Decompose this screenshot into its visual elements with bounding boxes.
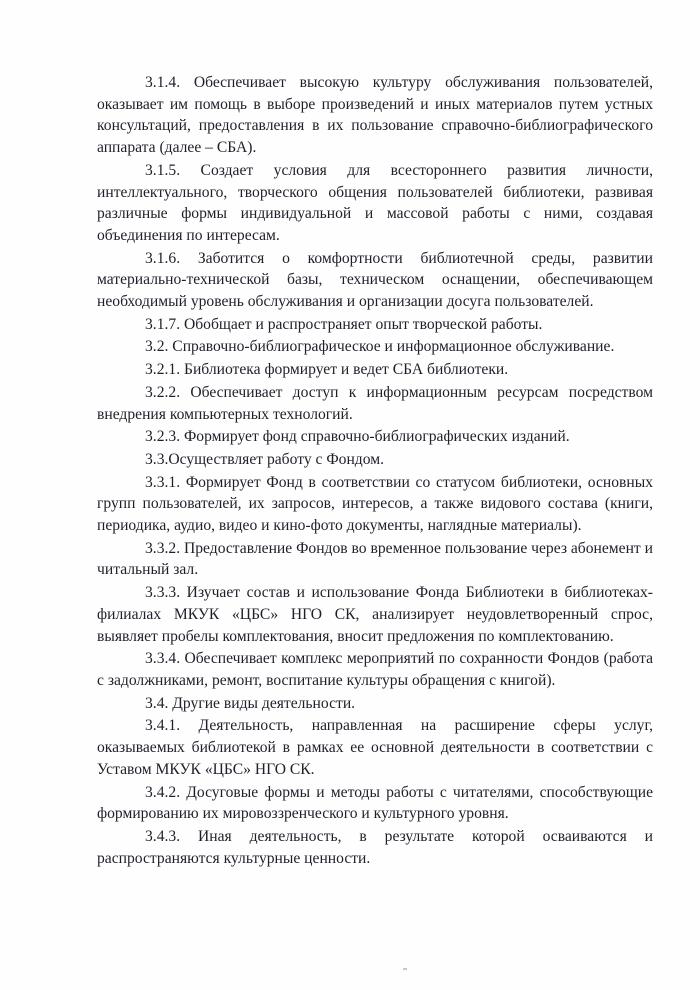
paragraph-3-1-7: 3.1.7. Обобщает и распространяет опыт творческой работы. [145, 315, 543, 333]
paragraph-3-1-4: 3.1.4. Обеспечивает высокую культуру обслуживания пользователей, оказывает им помощь в выборе произведений и иных материалов путем устных консультаций, предоставления в их пользование справочно-библиографического аппарата (далее – СБА). [97, 74, 653, 157]
scan-speck [403, 968, 407, 970]
paragraph-3-2-3: 3.2.3. Формирует фонд справочно-библиографических изданий. [145, 428, 570, 446]
paragraph-3-1-6: 3.1.6. Заботится о комфортности библиотечной среды, развитии материально-технической базы, техническом оснащении, обеспечивающем необходимый уровень обслуживания и организации досуга пользователей. [97, 249, 653, 311]
paragraph-3-4-3: 3.4.3. Иная деятельность, в результате которой осваиваются и распространяются культурные ценности. [97, 827, 653, 867]
paragraph-3-1-5: 3.1.5. Создает условия для всестороннего развития личности, интеллектуального, творческого общения пользователей библиотеки, развивая различные формы индивидуальной и массовой работы с ними, создавая объединения по интересам. [97, 161, 653, 244]
paragraph-3-3-1: 3.3.1. Формирует Фонд в соответствии со статусом библиотеки, основных групп пользователей, их запросов, интересов, а также видового состава (книги, периодика, аудио, видео и кино-фото документы, наглядные материалы). [97, 473, 653, 535]
document-body [97, 72, 653, 870]
paragraph-3-2: 3.2. Справочно-библиографическое и информационное обслуживание. [145, 338, 615, 356]
paragraph-3-3-2: 3.3.2. Предоставление Фондов во временное пользование через абонемент и читальный зал. [97, 539, 653, 579]
paragraph-3-3: 3.3.Осуществляет работу с Фондом. [145, 450, 384, 468]
paragraph-3-2-2: 3.2.2. Обеспечивает доступ к информационным ресурсам посредством внедрения компьютерных технологий. [97, 383, 653, 423]
paragraph-3-2-1: 3.2.1. Библиотека формирует и ведет СБА библиотеки. [145, 361, 509, 379]
paragraph-3-3-4: 3.3.4. Обеспечивает комплекс мероприятий по сохранности Фондов (работа с задолжниками, ремонт, воспитание культуры обращения с книгой). [97, 650, 653, 689]
paragraph-3-3-3: 3.3.3. Изучает состав и использование Фонда Библиотеки в библиотеках-филиалах МКУК «ЦБС» НГО СК, анализирует неудовлетворенный спрос, выявляет пробелы комплектования, вносит предложения по комплектованию. [97, 584, 653, 645]
paragraph-3-4-1: 3.4.1. Деятельность, направленная на расширение сферы услуг, оказываемых библиотекой в рамках ее основной деятельности в соответствии с Уставом МКУК «ЦБС» НГО СК. [97, 717, 653, 778]
paragraph-3-4: 3.4. Другие виды деятельности. [145, 694, 356, 712]
paragraph-3-4-2: 3.4.2. Досуговые формы и методы работы с читателями, способствующие формированию их мировоззренческого и культурного уровня. [97, 783, 653, 823]
